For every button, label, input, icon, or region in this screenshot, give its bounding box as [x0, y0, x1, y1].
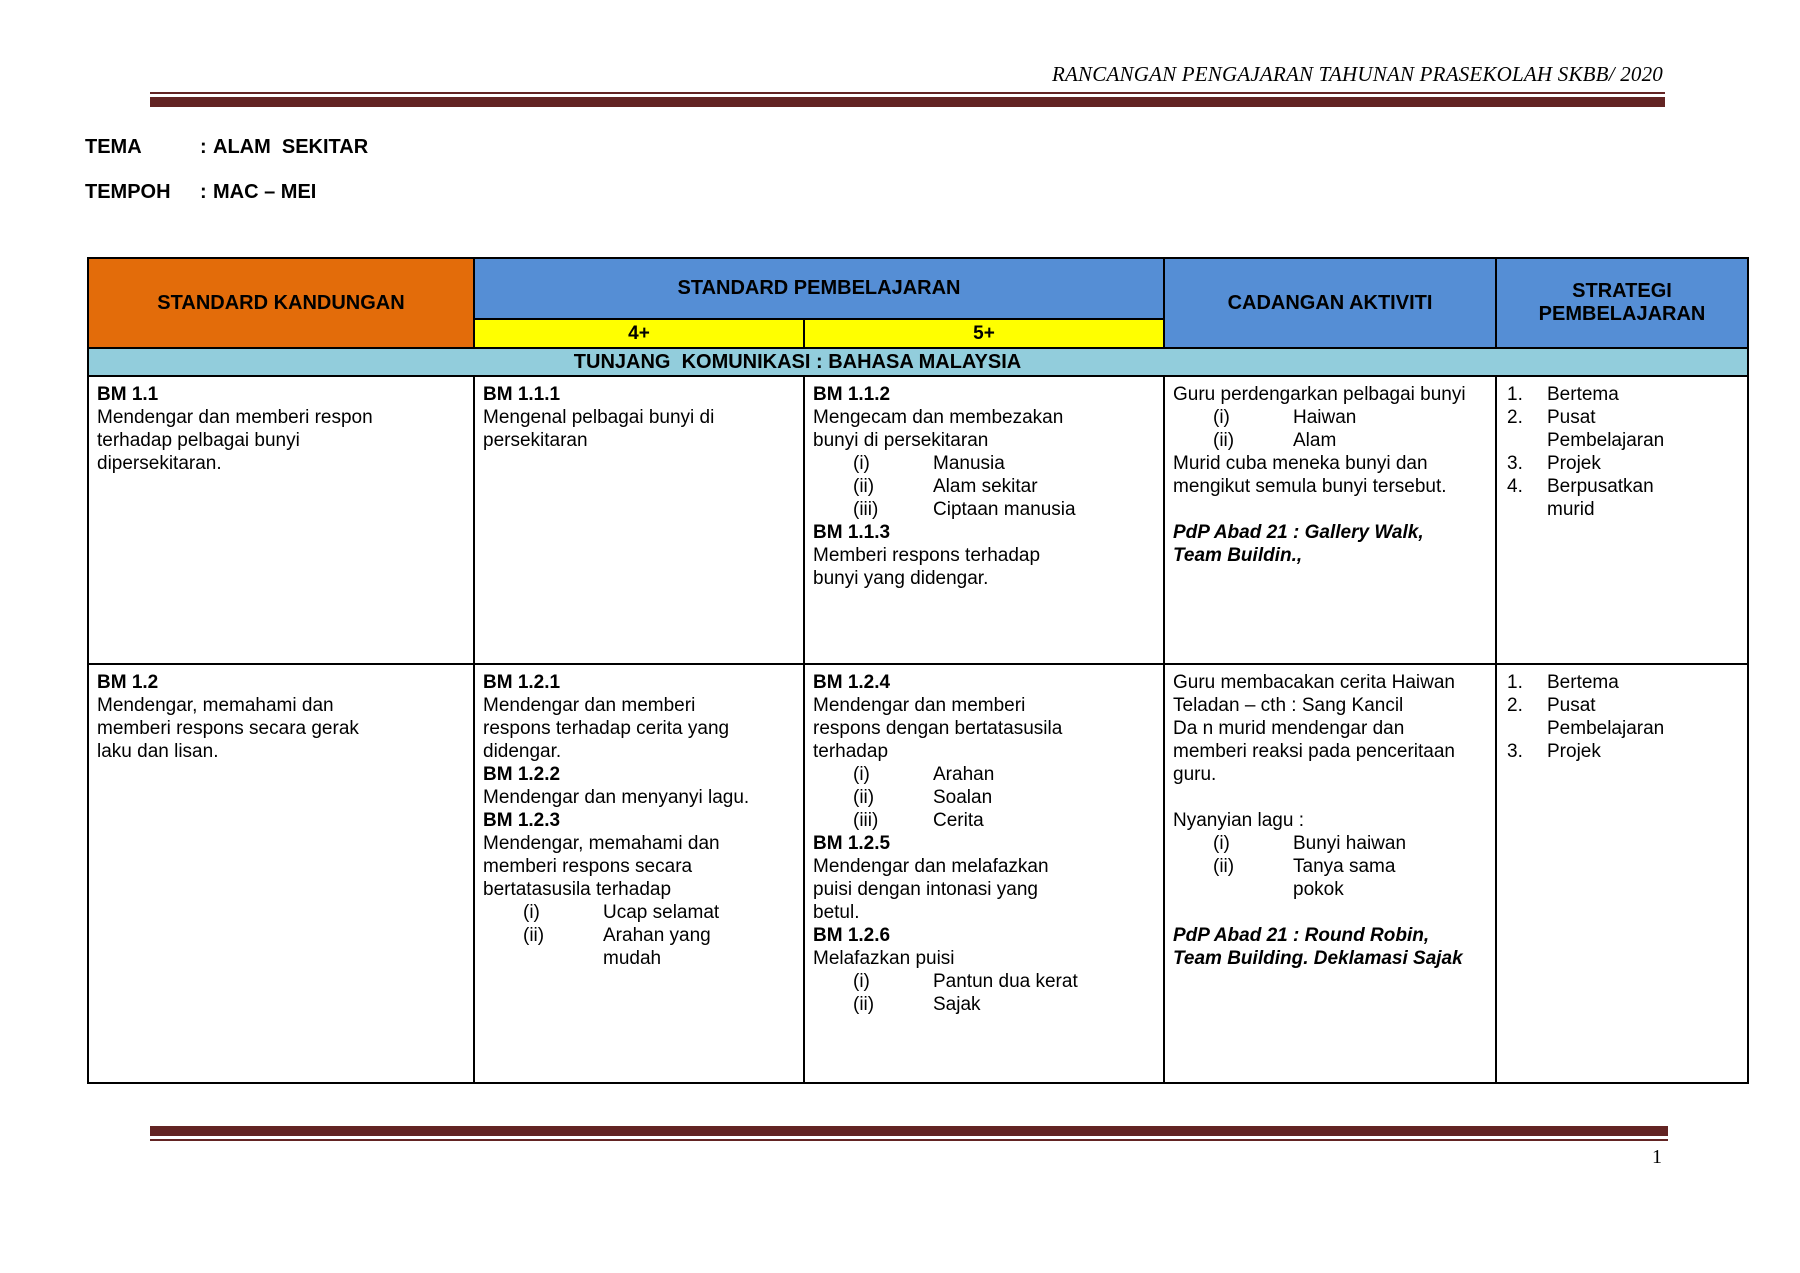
list-marker: (ii) [853, 994, 875, 1015]
list-text: Pantun dua kerat [933, 971, 1078, 992]
paragraph: Mendengar dan memberi respon terhadap pelbagai bunyi dipersekitaran. [97, 407, 373, 474]
tempoh-label: TEMPOH [85, 181, 171, 203]
list-marker: (ii) [853, 787, 875, 808]
cell-r2-c3 [804, 664, 1164, 1083]
list-marker: (ii) [1213, 856, 1235, 877]
code-heading: BM 1.1.3 [813, 522, 891, 543]
numbered-list-item [1505, 383, 1741, 406]
tempoh-value: MAC – MEI [213, 181, 317, 203]
list-text: Projek [1547, 453, 1601, 474]
paragraph: Murid cuba meneka bunyi dan mengikut semula bunyi tersebut. [1173, 453, 1447, 497]
cell-r2-c4 [1164, 664, 1496, 1083]
paragraph: Da n murid mendengar dan memberi reaksi pada penceritaan guru. [1173, 718, 1455, 785]
list-text: Bertema [1547, 384, 1619, 405]
list-marker: (i) [523, 902, 540, 923]
paragraph: Mendengar dan menyanyi lagu. [483, 787, 750, 808]
roman-list-item [813, 452, 1088, 475]
code-heading: BM 1.2.3 [483, 810, 561, 831]
roman-list-item [483, 901, 758, 924]
tema-value: ALAM SEKITAR [213, 136, 369, 158]
cell-r2-c2 [474, 664, 804, 1083]
top-rule-thick [150, 97, 1665, 107]
code-heading: BM 1.1.2 [813, 384, 891, 405]
roman-list-item [1173, 429, 1467, 452]
list-text: Bunyi haiwan [1293, 833, 1407, 854]
tema-colon: : [200, 136, 207, 158]
numbered-list-item [1505, 694, 1741, 740]
code-heading: BM 1.2.5 [813, 833, 891, 854]
paragraph: Mengecam dan membezakan bunyi di persekitaran [813, 407, 1064, 451]
paragraph: Memberi respons terhadap bunyi yang didengar. [813, 545, 1041, 589]
code-heading: BM 1.2.4 [813, 672, 891, 693]
header-cadangan-aktiviti: CADANGAN AKTIVITI [1164, 258, 1496, 348]
list-text: Tanya sama pokok [1293, 856, 1396, 900]
paragraph: Mendengar, memahami dan memberi respons secara gerak laku dan lisan. [97, 695, 359, 762]
code-heading: BM 1.1 [97, 384, 159, 405]
paragraph: Guru perdengarkan pelbagai bunyi [1173, 384, 1466, 405]
cell-r1-c4 [1164, 376, 1496, 664]
paragraph: Melafazkan puisi [813, 948, 955, 969]
roman-list-item [483, 924, 758, 970]
table-row [88, 376, 1748, 664]
code-heading: BM 1.2 [97, 672, 159, 693]
paragraph: Nyanyian lagu : [1173, 810, 1304, 831]
numbered-list-item [1505, 452, 1741, 475]
roman-list-item [1173, 855, 1467, 901]
section-title: TUNJANG KOMUNIKASI : BAHASA MALAYSIA [88, 348, 1748, 376]
numbered-list-item [1505, 406, 1741, 452]
list-marker: (iii) [853, 499, 879, 520]
list-marker: (ii) [853, 476, 875, 497]
table-row [88, 664, 1748, 1083]
bottom-rule-thin [150, 1139, 1668, 1141]
subheader-age-4: 4+ [474, 319, 804, 348]
cell-r2-c1 [88, 664, 474, 1083]
header-standard-pembelajaran: STANDARD PEMBELAJARAN [474, 258, 1164, 319]
section-row [88, 348, 1748, 376]
roman-list-item [813, 970, 1088, 993]
pdp-note: PdP Abad 21 : Round Robin, Team Building. Deklamasi Sajak [1173, 925, 1463, 969]
list-marker: 2. [1507, 407, 1523, 428]
header-strategi-pembelajaran: STRATEGI PEMBELAJARAN [1496, 258, 1748, 348]
subheader-age-5: 5+ [804, 319, 1164, 348]
list-marker: (i) [853, 971, 870, 992]
list-text: Pusat Pembelajaran [1547, 407, 1665, 451]
list-text: Cerita [933, 810, 984, 831]
list-text: Bertema [1547, 672, 1619, 693]
top-rule-thin [150, 92, 1665, 94]
cell-r1-c3 [804, 376, 1164, 664]
list-marker: (ii) [1213, 430, 1235, 451]
roman-list-item [813, 809, 1088, 832]
list-text: Arahan yang mudah [603, 925, 711, 969]
spacer [1173, 786, 1467, 809]
page-number: 1 [1652, 1146, 1662, 1168]
tempoh-line [85, 181, 316, 204]
list-text: Manusia [933, 453, 1005, 474]
list-marker: (i) [853, 764, 870, 785]
list-text: Arahan [933, 764, 995, 785]
paragraph: Mendengar, memahami dan memberi respons secara bertatasusila terhadap [483, 833, 720, 900]
cell-r1-c5 [1496, 376, 1748, 664]
roman-list-item [1173, 406, 1467, 429]
code-heading: BM 1.2.2 [483, 764, 561, 785]
roman-list-item [813, 498, 1088, 521]
list-marker: (ii) [523, 925, 545, 946]
spacer [1173, 901, 1467, 924]
list-marker: (i) [853, 453, 870, 474]
list-marker: (iii) [853, 810, 879, 831]
list-text: Sajak [933, 994, 981, 1015]
list-marker: 3. [1507, 453, 1523, 474]
list-marker: 1. [1507, 384, 1523, 405]
roman-list-item [1173, 832, 1467, 855]
annual-plan-table [87, 257, 1749, 1084]
list-text: Ciptaan manusia [933, 499, 1076, 520]
running-head-title: RANCANGAN PENGAJARAN TAHUNAN PRASEKOLAH SKBB/ 2020 [1052, 62, 1663, 86]
list-text: Alam [1293, 430, 1337, 451]
list-marker: 2. [1507, 695, 1523, 716]
list-text: Projek [1547, 741, 1601, 762]
spacer [1173, 498, 1467, 521]
code-heading: BM 1.2.6 [813, 925, 891, 946]
paragraph: Mendengar dan memberi respons dengan bertatasusila terhadap [813, 695, 1063, 762]
pdp-note: PdP Abad 21 : Gallery Walk, Team Buildin., [1173, 522, 1424, 566]
list-marker: 1. [1507, 672, 1523, 693]
code-heading: BM 1.1.1 [483, 384, 561, 405]
table-header-row [88, 258, 1748, 319]
numbered-list-item [1505, 671, 1741, 694]
list-marker: (i) [1213, 407, 1230, 428]
list-text: Alam sekitar [933, 476, 1038, 497]
tema-line [85, 136, 368, 159]
numbered-list-item [1505, 740, 1741, 763]
tempoh-colon: : [200, 181, 207, 203]
cell-r2-c5 [1496, 664, 1748, 1083]
paragraph: Mengenal pelbagai bunyi di persekitaran [483, 407, 715, 451]
roman-list-item [813, 763, 1088, 786]
list-text: Pusat Pembelajaran [1547, 695, 1665, 739]
paragraph: Mendengar dan melafazkan puisi dengan intonasi yang betul. [813, 856, 1049, 923]
code-heading: BM 1.2.1 [483, 672, 561, 693]
list-text: Soalan [933, 787, 993, 808]
roman-list-item [813, 786, 1088, 809]
bottom-rule-thick [150, 1126, 1668, 1136]
table-body [88, 376, 1748, 1083]
roman-list-item [813, 993, 1088, 1016]
paragraph: Guru membacakan cerita Haiwan Teladan – cth : Sang Kancil [1173, 672, 1455, 716]
roman-list-item [813, 475, 1088, 498]
list-text: Haiwan [1293, 407, 1357, 428]
list-marker: 3. [1507, 741, 1523, 762]
cell-r1-c2 [474, 376, 804, 664]
list-text: Berpusatkan murid [1547, 476, 1654, 520]
numbered-list-item [1505, 475, 1741, 521]
tema-label: TEMA [85, 136, 142, 158]
list-marker: 4. [1507, 476, 1523, 497]
paragraph: Mendengar dan memberi respons terhadap cerita yang didengar. [483, 695, 730, 762]
header-standard-kandungan: STANDARD KANDUNGAN [88, 258, 474, 348]
list-text: Ucap selamat [603, 902, 720, 923]
list-marker: (i) [1213, 833, 1230, 854]
cell-r1-c1 [88, 376, 474, 664]
